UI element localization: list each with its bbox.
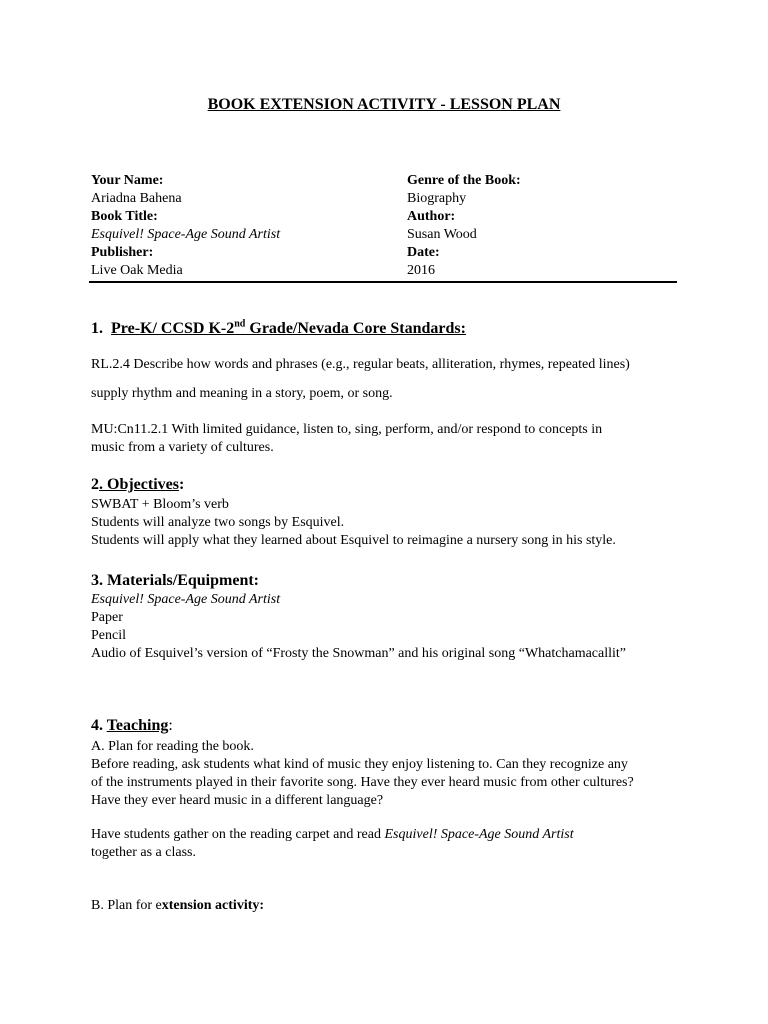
plan-a-text-line: of the instruments played in their favorite song. Have they ever heard music from other cultures? (91, 775, 634, 790)
plan-b-bold-text: xtension activity: (161, 898, 265, 913)
standard-rl-line1: RL.2.4 Describe how words and phrases (e.g., regular beats, alliteration, rhymes, repeated lines) (91, 357, 630, 372)
reading-instruction-line1 (91, 828, 574, 842)
document-title: BOOK EXTENSION ACTIVITY - LESSON PLAN (207, 96, 561, 113)
book-title-label: Book Title: (91, 209, 158, 224)
plan-b-text: B. Plan for e (91, 898, 162, 913)
divider-rule (89, 281, 677, 283)
material-item: Pencil (91, 628, 126, 643)
teaching-heading-text: Teaching (106, 717, 169, 734)
standard-mu-line2: music from a variety of cultures. (91, 440, 274, 455)
objective-line: Students will analyze two songs by Esquivel. (91, 515, 345, 530)
plan-a-label: A. Plan for reading the book. (91, 739, 254, 754)
section-teaching-heading (91, 718, 173, 734)
objective-line: Students will apply what they learned about Esquivel to reimagine a nursery song in his style. (91, 533, 616, 548)
section-number: 4. (91, 717, 107, 734)
standards-heading-text (111, 320, 466, 337)
plan-a-text-line: Before reading, ask students what kind of music they enjoy listening to. Can they recognize any (91, 757, 628, 772)
heading-colon: : (178, 476, 185, 493)
date-value: 2016 (407, 263, 435, 278)
plan-b-label (91, 899, 264, 913)
section-number: 1. (91, 320, 103, 337)
genre-value: Biography (407, 191, 467, 206)
standard-rl-line2: supply rhythm and meaning in a story, poem, or song. (91, 386, 393, 401)
genre-label: Genre of the Book: (407, 173, 521, 188)
objectives-heading-text: . Objectives (99, 476, 179, 493)
reading-instruction-book: Esquivel! Space-Age Sound Artist (384, 827, 574, 842)
publisher-value: Live Oak Media (91, 263, 183, 278)
heading-post: Grade/Nevada Core Standards: (245, 320, 466, 337)
section-objectives-heading (91, 477, 184, 493)
standard-mu-line1: MU:Cn11.2.1 With limited guidance, listen to, sing, perform, and/or respond to concepts in (91, 422, 603, 437)
material-book: Esquivel! Space-Age Sound Artist (91, 592, 281, 607)
your-name-label: Your Name: (91, 173, 164, 188)
plan-a-text-line: Have they ever heard music in a different language? (91, 793, 384, 808)
date-label: Date: (407, 245, 440, 260)
reading-instruction-line2: together as a class. (91, 845, 196, 860)
reading-instruction-text: Have students gather on the reading carpet and read (91, 827, 385, 842)
your-name-value: Ariadna Bahena (91, 191, 182, 206)
objective-line: SWBAT + Bloom’s verb (91, 497, 229, 512)
author-value: Susan Wood (407, 227, 477, 242)
heading-colon: : (168, 717, 173, 734)
section-materials-heading: 3. Materials/Equipment: (91, 572, 259, 589)
section-number: 2 (91, 476, 99, 493)
material-item: Paper (91, 610, 123, 625)
section-standards-heading (91, 318, 466, 337)
book-title-value: Esquivel! Space-Age Sound Artist (91, 227, 281, 242)
author-label: Author: (407, 209, 456, 224)
publisher-label: Publisher: (91, 245, 154, 260)
heading-pre: Pre-K/ CCSD K-2 (111, 320, 235, 337)
heading-sup: nd (234, 318, 246, 330)
material-item: Audio of Esquivel’s version of “Frosty the Snowman” and his original song “Whatchamacallit” (91, 646, 626, 661)
